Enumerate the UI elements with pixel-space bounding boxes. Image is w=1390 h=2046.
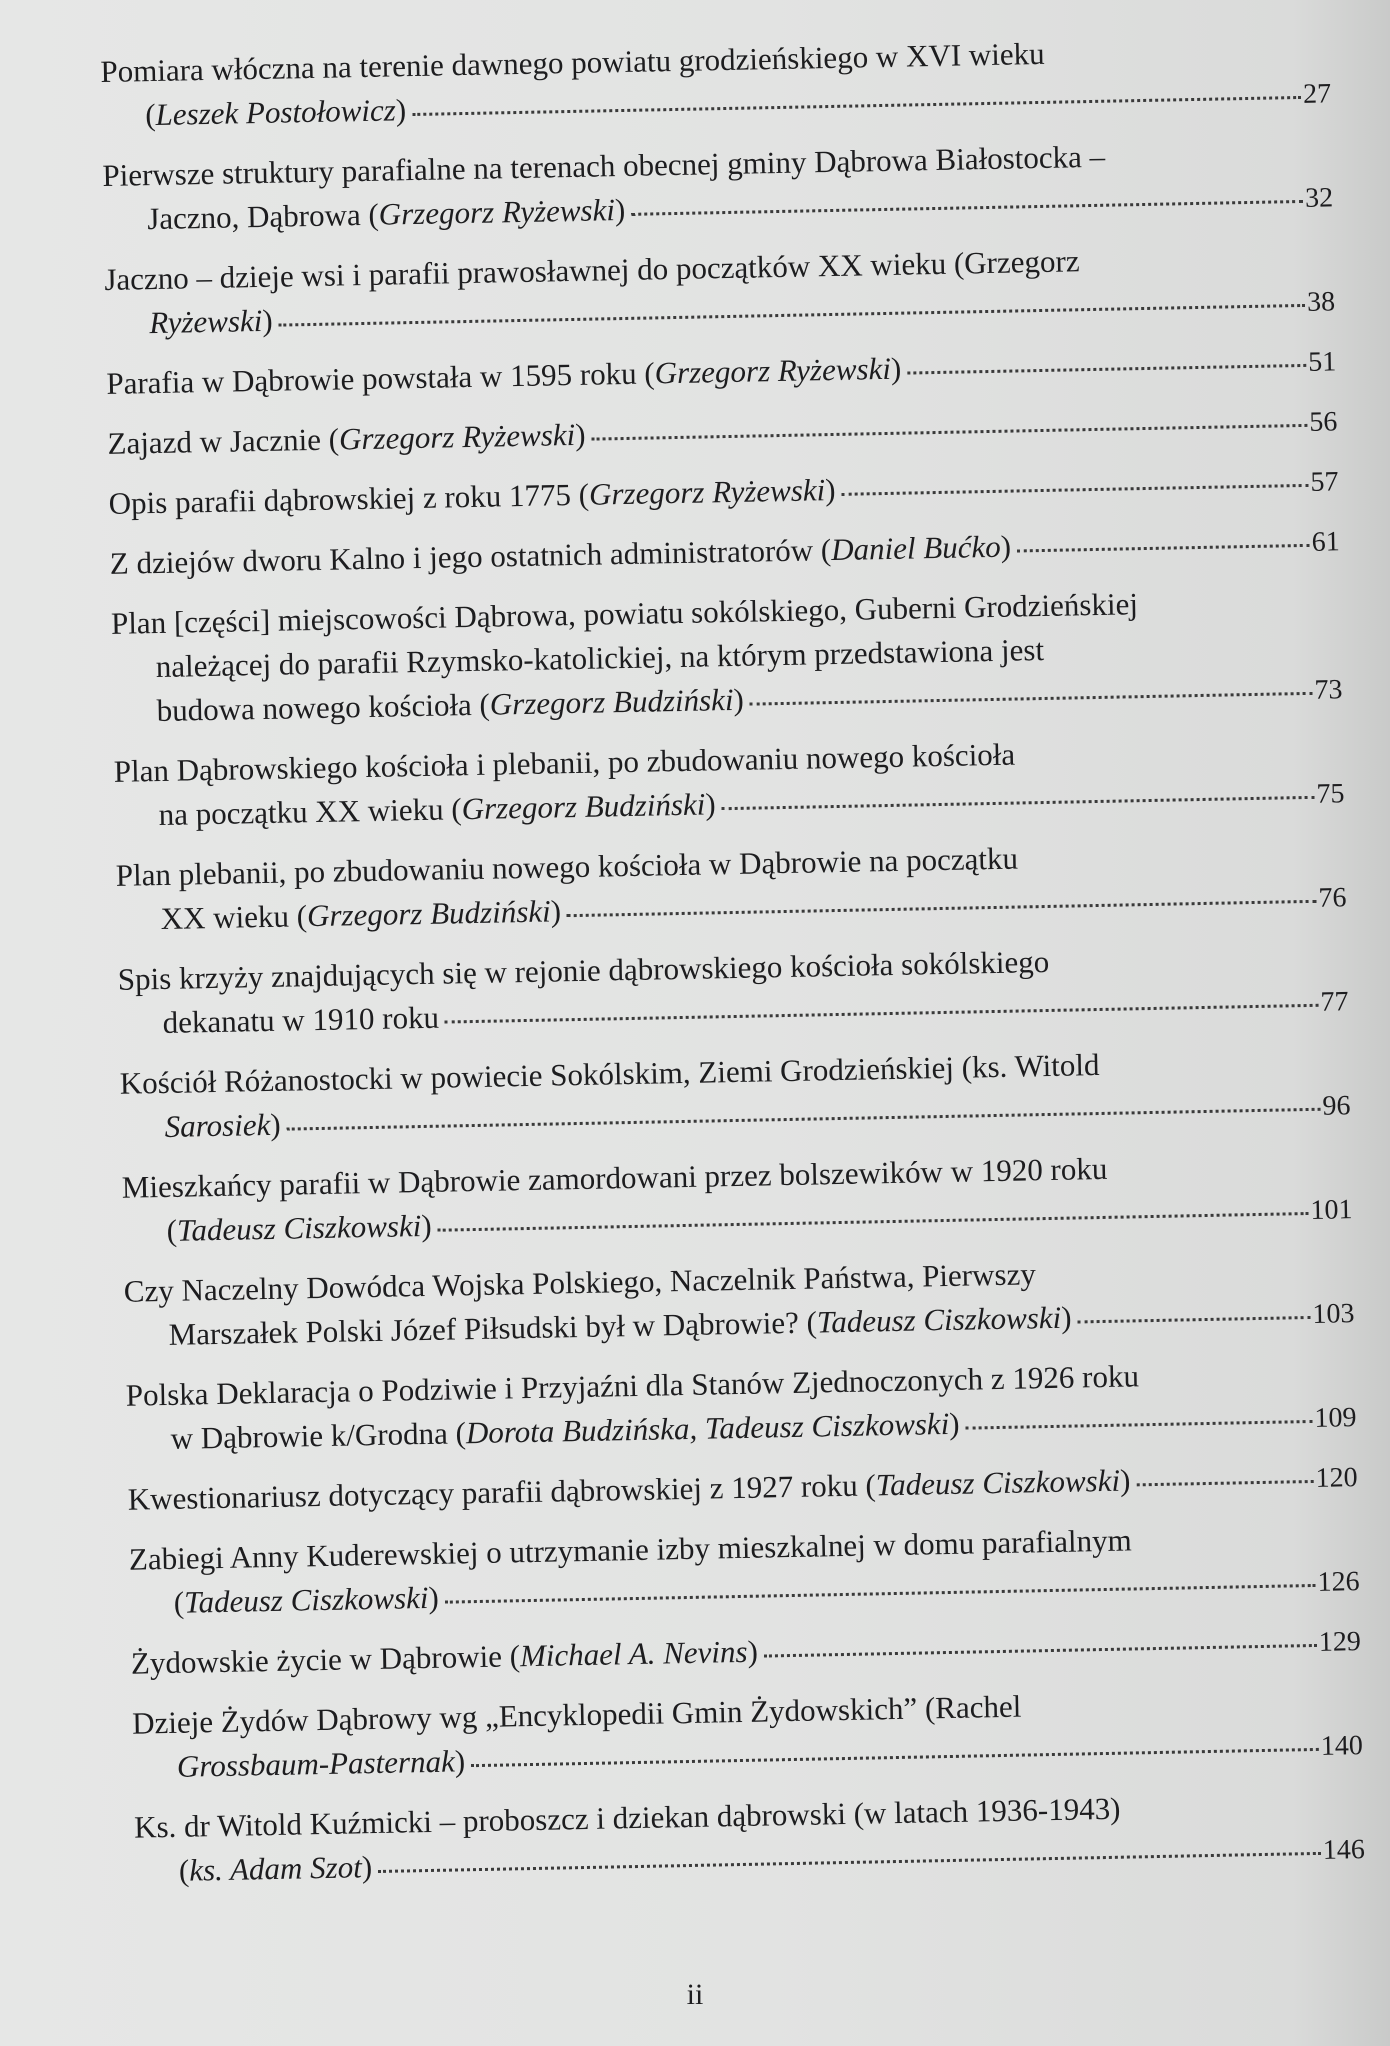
toc-entry[interactable]	[102, 130, 1334, 244]
entry-page-number: 27	[1302, 78, 1332, 110]
entry-title-line: Mieszkańcy parafii w Dąbrowie zamordowani przez bolszewików w 1920 roku	[121, 1150, 1108, 1205]
entry-title-text: dekanatu w 1910 roku	[162, 999, 440, 1040]
entry-page-number: 73	[1314, 674, 1343, 706]
toc-entry[interactable]	[106, 338, 1337, 408]
entry-author: Michael A. Nevins	[519, 1633, 748, 1674]
entry-author: Grzegorz Budziński	[489, 681, 734, 722]
toc-entry[interactable]	[132, 1678, 1364, 1792]
entry-title-text: (	[166, 1212, 178, 1248]
toc-entry[interactable]	[125, 1350, 1357, 1464]
entry-closing: )	[824, 471, 836, 508]
toc-entry[interactable]	[117, 934, 1349, 1048]
entry-title-line: Dzieje Żydów Dąbrowy wg „Encyklopedii Gmin Żydowskich” (Rachel	[131, 1688, 1022, 1741]
entry-title-line: Plan Dąbrowskiego kościoła i plebanii, po zbudowaniu nowego kościoła	[113, 736, 1016, 789]
entry-author: Tadeusz Ciszkowski	[875, 1462, 1121, 1503]
entry-page-number: 56	[1309, 406, 1338, 438]
toc-entry[interactable]	[111, 578, 1343, 736]
entry-author: Leszek Postołowicz	[155, 92, 397, 132]
entry-last-line	[127, 1458, 1130, 1521]
entry-closing: )	[550, 893, 562, 929]
entry-title-line: Pomiara włóczna na terenie dawnego powiatu grodzieńskiego w XVI wieku	[100, 35, 1045, 89]
toc-entry[interactable]	[115, 830, 1347, 944]
entry-title-line: Czy Naczelny Dowódca Wojska Polskiego, Naczelnik Państwa, Pierwszy	[123, 1256, 1037, 1309]
entry-title-line: Jaczno – dzieje wsi i parafii prawosławnej do początków XX wieku (Grzegorz	[104, 243, 1080, 297]
entry-title-line: Spis krzyży znajdujących się w rejonie dąbrowskiego kościoła sokólskiego	[117, 943, 1050, 997]
entry-closing: )	[420, 1207, 432, 1244]
entry-title-line: Plan plebanii, po zbudowaniu nowego kościoła w Dąbrowie na początku	[115, 840, 1019, 893]
entry-last-line	[108, 468, 836, 526]
entry-last-line	[164, 1103, 281, 1149]
entry-title-line: Ks. dr Witold Kuźmicki – proboszcz i dziekan dąbrowski (w latach 1936-1943)	[133, 1790, 1121, 1845]
entry-page-number: 96	[1322, 1090, 1351, 1122]
entry-title-text: XX wieku (	[160, 898, 308, 936]
entry-closing: )	[361, 1849, 373, 1885]
entry-title-line: Polska Deklaracja o Podziwie i Przyjaźni dla Stanów Zjednoczonych z 1926 roku	[125, 1358, 1140, 1413]
entry-title-text: Kwestionariusz dotyczący parafii dąbrowskiej z 1927 roku (	[127, 1467, 877, 1517]
toc-entry[interactable]	[121, 1142, 1353, 1256]
toc-entry[interactable]	[131, 1618, 1362, 1688]
dot-leader	[842, 484, 1309, 496]
entry-last-line	[145, 88, 407, 137]
entry-title-text: (	[178, 1852, 190, 1888]
dot-leader	[966, 1420, 1313, 1430]
entry-last-line	[149, 299, 273, 345]
toc-entry[interactable]	[127, 1454, 1358, 1524]
entry-closing: )	[1000, 528, 1012, 564]
entry-title-line: Kościół Różanostocki w powiecie Sokólskim, Ziemi Grodzieńskiej (ks. Witold	[119, 1047, 1100, 1101]
entry-page-number: 146	[1322, 1834, 1366, 1866]
entry-page-number: 77	[1320, 986, 1349, 1018]
entry-title-text: w Dąbrowie k/Grodna (	[170, 1415, 467, 1456]
entry-author: Tadeusz Ciszkowski	[183, 1579, 429, 1620]
entry-page-number: 51	[1307, 346, 1337, 378]
entry-page-number: 103	[1312, 1298, 1355, 1330]
toc-entry[interactable]	[108, 458, 1339, 528]
entry-author: Tadeusz Ciszkowski	[816, 1299, 1062, 1340]
toc-entry[interactable]	[129, 1514, 1361, 1628]
entry-page-number: 129	[1318, 1626, 1362, 1658]
entry-page-number: 75	[1316, 778, 1345, 810]
toc-entry[interactable]	[107, 398, 1338, 468]
entry-title-text: Jaczno, Dąbrowa (	[146, 196, 380, 237]
entry-last-line	[147, 188, 626, 241]
entry-author: Dorota Budzińska, Tadeusz Ciszkowski	[465, 1405, 950, 1451]
dot-leader	[592, 424, 1308, 441]
entry-closing: )	[1119, 1462, 1131, 1498]
toc-entry[interactable]	[104, 234, 1336, 348]
toc-entry[interactable]	[113, 726, 1345, 840]
dot-leader	[287, 1108, 1321, 1131]
entry-author: ks. Adam Szot	[188, 1849, 363, 1888]
entry-title-text: (	[173, 1584, 185, 1620]
dot-leader	[907, 364, 1306, 375]
entry-title-text: (	[144, 96, 156, 133]
page-number: ii	[686, 1978, 704, 2011]
toc-entry[interactable]	[119, 1038, 1351, 1152]
dot-leader	[471, 1748, 1319, 1767]
entry-closing: )	[614, 191, 626, 228]
entry-closing: )	[704, 786, 716, 822]
entry-closing: )	[948, 1405, 960, 1441]
entry-page-number: 109	[1314, 1402, 1357, 1434]
entry-closing: )	[733, 681, 745, 717]
entry-page-number: 61	[1311, 526, 1340, 558]
entry-closing: )	[747, 1633, 759, 1669]
dot-leader	[722, 796, 1315, 810]
entry-closing: )	[574, 416, 586, 452]
entry-page-number: 120	[1315, 1462, 1358, 1494]
entry-page-number: 76	[1318, 882, 1347, 914]
entry-author: Grzegorz Ryżewski	[338, 416, 576, 457]
entry-last-line	[158, 782, 716, 837]
dot-leader	[378, 1852, 1321, 1873]
table-of-contents	[100, 26, 1365, 1909]
entry-closing: )	[890, 350, 902, 386]
dot-leader	[764, 1644, 1317, 1658]
entry-page-number: 140	[1320, 1730, 1364, 1762]
dot-leader	[412, 96, 1301, 116]
entry-closing: )	[454, 1743, 466, 1779]
entry-closing: )	[261, 302, 273, 338]
entry-last-line	[173, 1576, 439, 1625]
dot-leader	[438, 1212, 1309, 1232]
dot-leader	[1136, 1480, 1313, 1486]
entry-page-number: 38	[1306, 286, 1336, 318]
dot-leader	[1078, 1316, 1311, 1323]
entry-title-text: na początku XX wieku (	[158, 791, 462, 833]
toc-entry[interactable]	[109, 518, 1340, 588]
entry-title-text: budowa nowego kościoła (	[156, 686, 491, 729]
entry-title-line: Zabiegi Anny Kuderewskiej o utrzymanie izby mieszkalnej w domu parafialnym	[128, 1522, 1133, 1577]
entry-last-line	[177, 1739, 466, 1789]
entry-author: Tadeusz Ciszkowski	[176, 1208, 422, 1248]
entry-author: Grzegorz Ryżewski	[654, 350, 892, 391]
entry-page-number: 126	[1317, 1566, 1360, 1598]
entry-author: Daniel Bućko	[830, 528, 1002, 568]
entry-last-line	[107, 413, 586, 466]
entry-author: Ryżewski	[148, 302, 263, 341]
entry-page-number: 101	[1310, 1194, 1353, 1226]
dot-leader	[750, 692, 1313, 706]
dot-leader	[279, 304, 1305, 327]
dot-leader	[445, 1004, 1319, 1024]
entry-author: Grossbaum-Pasternak	[176, 1743, 456, 1784]
entry-title-text: Zajazd w Jacznie (	[107, 421, 340, 461]
entry-title-line: Plan [części] miejscowości Dąbrowa, powiatu sokólskiego, Guberni Grodzieńskiej	[110, 586, 1139, 641]
dot-leader	[567, 900, 1317, 917]
entry-page-number: 32	[1304, 182, 1334, 214]
entry-last-line	[166, 1204, 432, 1253]
entry-title-text: Marszałek Polski Józef Piłsudski był w Dąbrowie? (	[168, 1304, 818, 1352]
entry-last-line	[160, 889, 561, 941]
entry-title-text: Z dziejów dworu Kalno i jego ostatnich administratorów (	[109, 532, 832, 581]
toc-entry[interactable]	[134, 1782, 1366, 1896]
entry-closing: )	[428, 1579, 440, 1615]
entry-last-line	[162, 996, 439, 1045]
toc-entry[interactable]	[123, 1246, 1355, 1360]
entry-last-line	[106, 347, 902, 406]
entry-last-line	[131, 1630, 759, 1686]
entry-closing: )	[269, 1106, 281, 1142]
dot-leader	[445, 1584, 1316, 1604]
dot-leader	[631, 200, 1303, 216]
entry-author: Sarosiek	[164, 1106, 271, 1144]
entry-author: Grzegorz Budziński	[306, 893, 552, 934]
entry-author: Grzegorz Ryżewski	[378, 192, 616, 232]
toc-entry[interactable]	[100, 26, 1332, 140]
entry-last-line	[109, 525, 1011, 586]
entry-last-line	[179, 1845, 373, 1893]
entry-title-text: Opis parafii dąbrowskiej z roku 1775 (	[108, 476, 590, 521]
entry-title-line: należącej do parafii Rzymsko-katolickiej, na którym przedstawiona jest	[155, 631, 1045, 685]
entry-author: Grzegorz Ryżewski	[588, 472, 826, 512]
dot-leader	[1017, 544, 1310, 553]
entry-closing: )	[395, 92, 407, 128]
entry-page-number: 57	[1310, 466, 1339, 498]
entry-title-line: Pierwsze struktury parafialne na terenach obecnej gminy Dąbrowa Białostocka –	[102, 138, 1106, 193]
entry-closing: )	[1060, 1299, 1072, 1335]
entry-title-text: Żydowskie życie w Dąbrowie (	[130, 1638, 521, 1681]
entry-title-text: Parafia w Dąbrowie powstała w 1595 roku (	[106, 355, 656, 401]
entry-author: Grzegorz Budziński	[461, 786, 706, 827]
